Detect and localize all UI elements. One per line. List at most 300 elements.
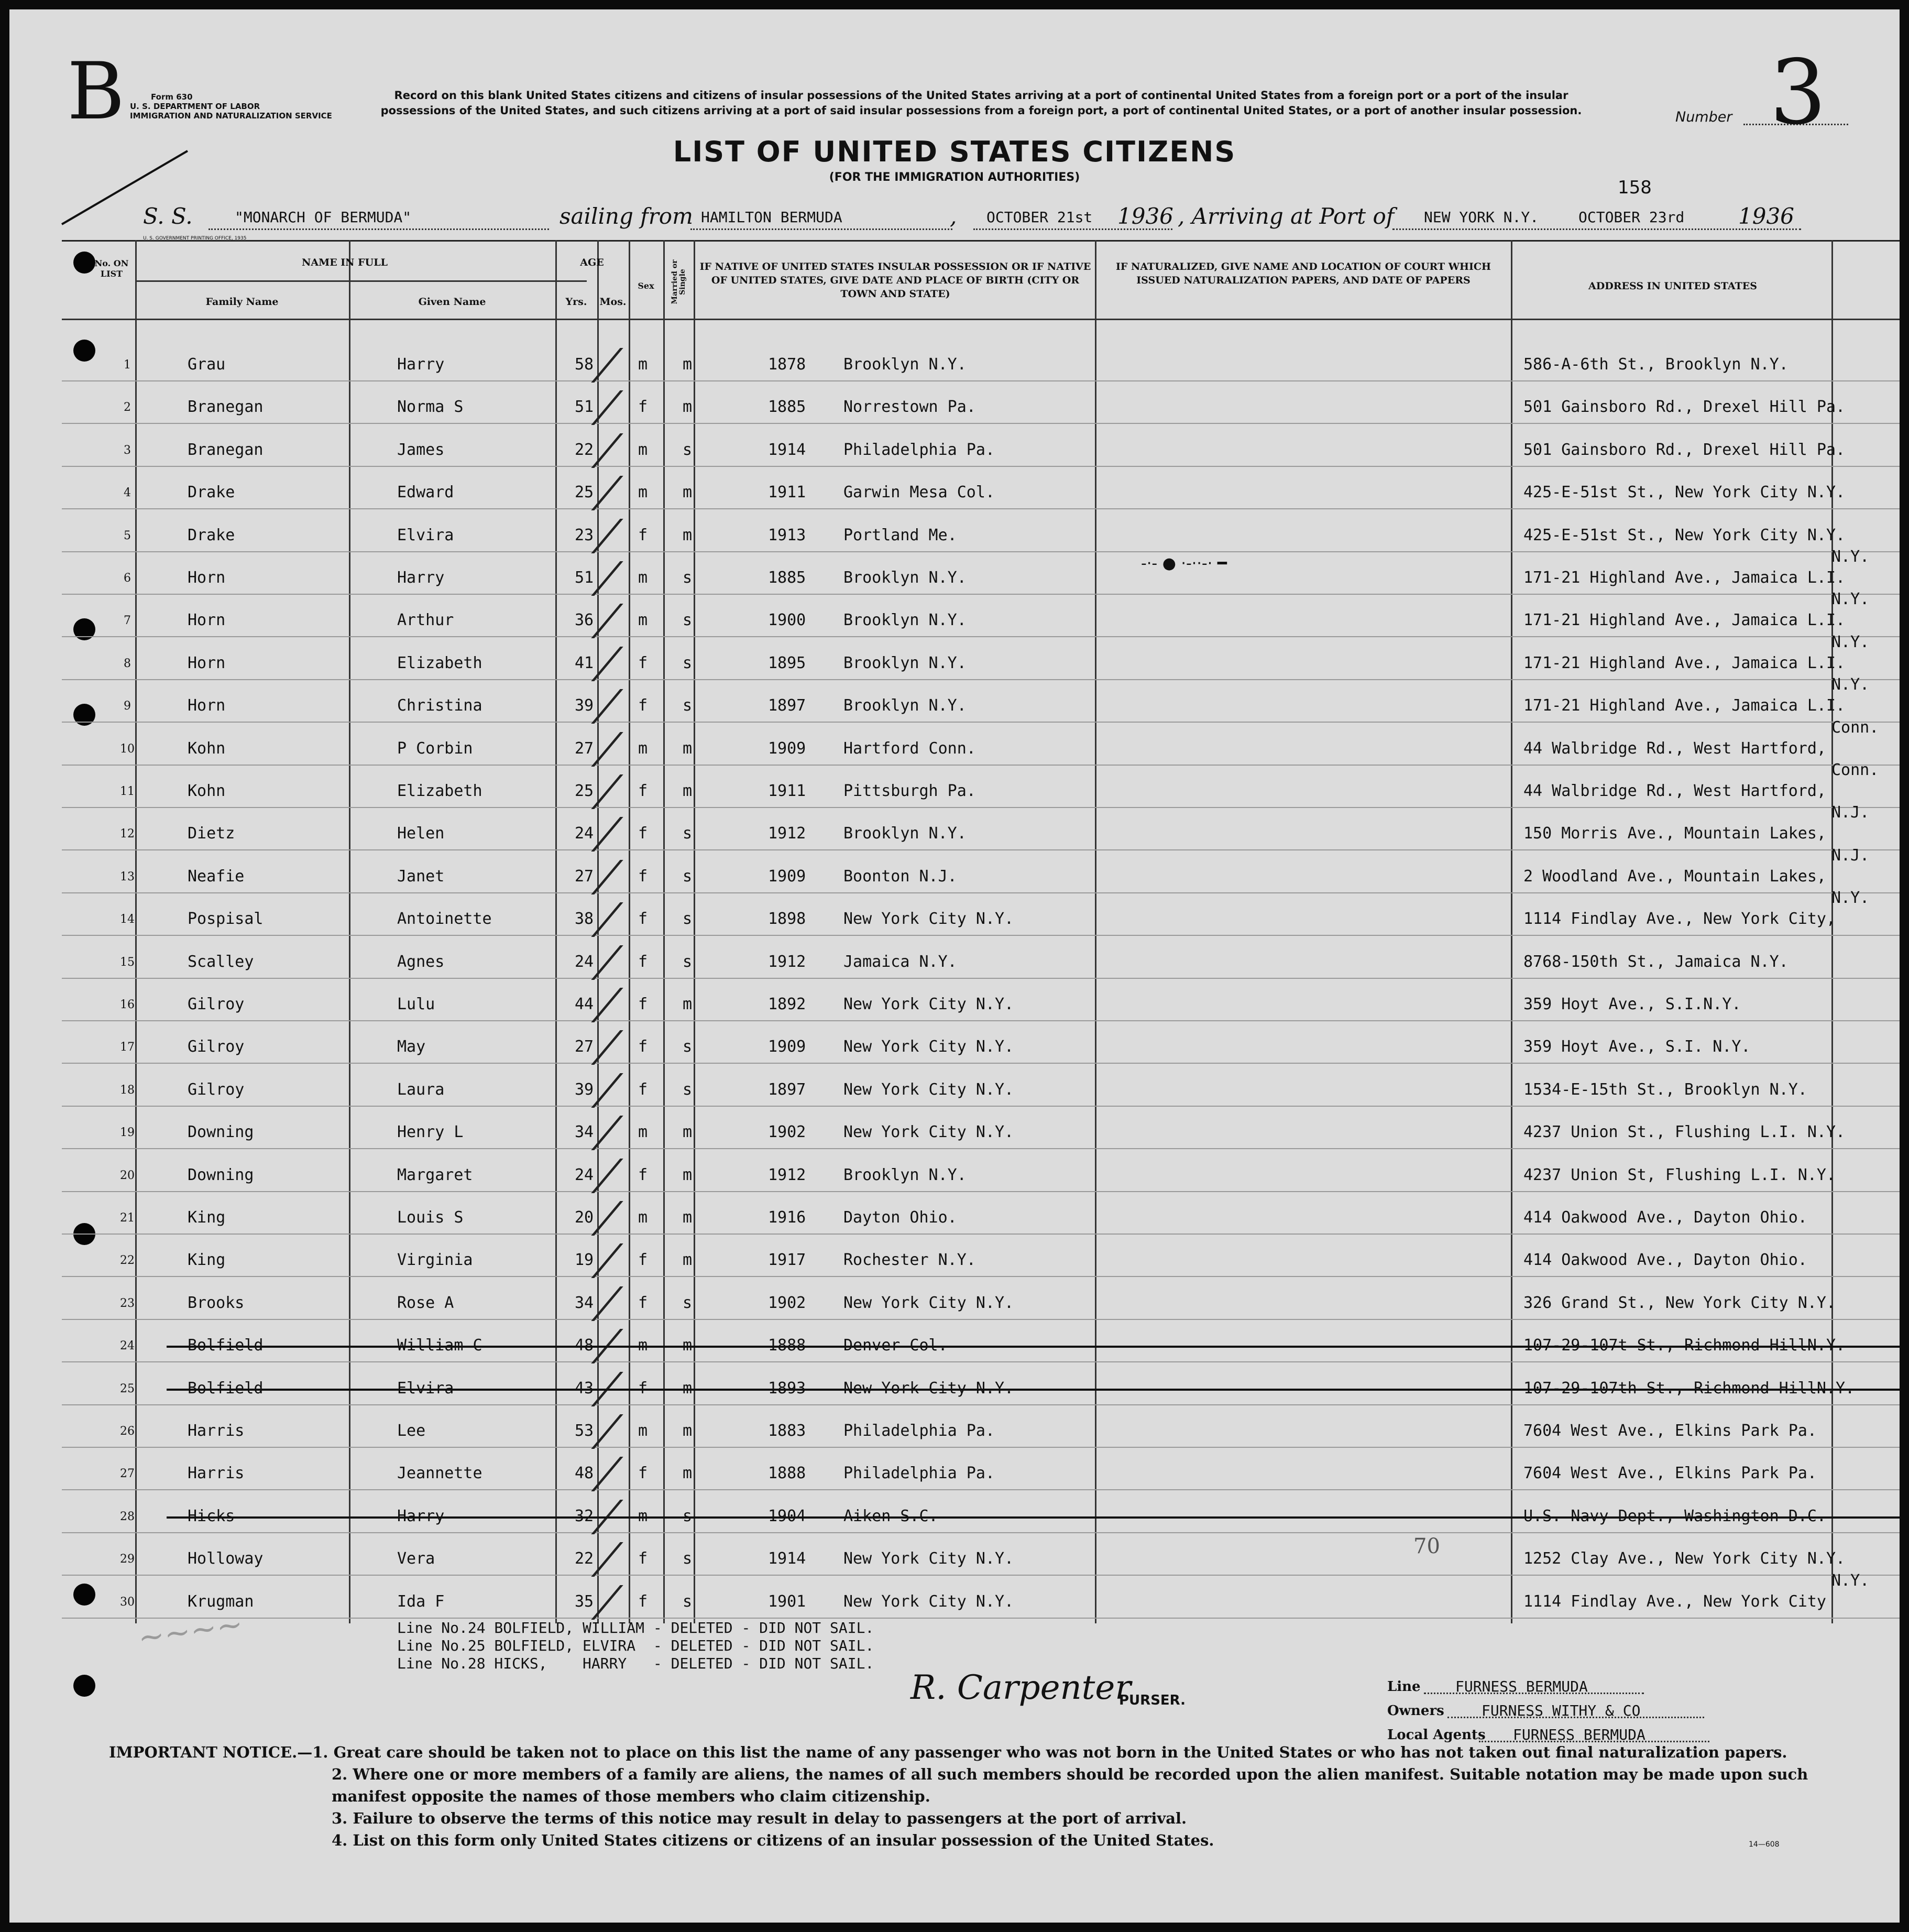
cell-sex: m [638, 611, 648, 630]
header-name-in-full: NAME IN FULL [302, 257, 388, 268]
table-row [9, 1294, 1900, 1336]
deletion-line: Line No.24 BOLFIELD, WILLIAM - DELETED - DID NOT SAIL. [397, 1619, 874, 1636]
table-row [9, 526, 1900, 568]
smudge-mark: -·- ● ·-··-· ━ [1141, 554, 1227, 573]
notice-text: 1. Great care should be taken not to place on this list the name of any passenger who was not born in the United States or who has not taken out final naturalization papers. [312, 1743, 1787, 1761]
arrival-date: OCTOBER 23rd [1578, 209, 1685, 226]
cell-year: 1914 [768, 440, 806, 459]
number-label: Number [1675, 109, 1732, 125]
cell-year: 1888 [768, 1464, 806, 1483]
row-rule [62, 1106, 1900, 1107]
table-row [9, 1549, 1900, 1591]
cell-mar: m [683, 398, 693, 417]
cell-family: Downing [188, 1165, 254, 1184]
row-rule [62, 1063, 1900, 1064]
cell-place: Brooklyn N.Y. [843, 696, 967, 715]
arriving-label: , Arriving at Port of [1178, 203, 1395, 229]
cell-yrs: 22 [574, 440, 594, 459]
cell-place: Boonton N.J. [843, 867, 957, 886]
cell-addr: 150 Morris Ave., Mountain Lakes, [1523, 824, 1826, 843]
cell-yrs: 53 [574, 1422, 594, 1440]
cell-addr: 171-21 Highland Ave., Jamaica L.I. [1523, 569, 1846, 587]
cell-mar: m [683, 526, 693, 544]
notice-item: 4. List on this form only United States citizens or citizens of an insular possession of the United States. [332, 1831, 1214, 1849]
cell-year: 1909 [768, 739, 806, 758]
cell-addr: 171-21 Highland Ave., Jamaica L.I. [1523, 611, 1846, 630]
cell-sex: f [638, 1251, 648, 1270]
cell-addr: 171-21 Highland Ave., Jamaica L.I. [1523, 653, 1846, 672]
row-rule [62, 1361, 1900, 1362]
cell-family: Neafie [188, 867, 245, 886]
cell-year: 1898 [768, 910, 806, 929]
row-rule [62, 807, 1900, 808]
row-rule [62, 1575, 1900, 1576]
cell-addr: 44 Walbridge Rd., West Hartford, [1523, 739, 1826, 758]
header-naturalized: IF NATURALIZED, GIVE NAME AND LOCATION OF COURT WHICH ISSUED NATURALIZATION PAPERS, AND DATE OF PAPERS [1116, 261, 1491, 286]
cell-mar: s [683, 440, 693, 459]
cell-mar: m [683, 1165, 693, 1184]
cell-yrs: 43 [574, 1379, 594, 1398]
cell-year: 1917 [768, 1251, 806, 1270]
cell-sex: m [638, 569, 648, 587]
table-row [9, 1208, 1900, 1250]
cell-mar: s [683, 824, 693, 843]
agents-value: FURNESS BERMUDA [1513, 1726, 1645, 1743]
table-row [9, 718, 1900, 781]
cell-addr2: N.Y. [1831, 675, 1870, 694]
cell-addr: 586-A-6th St., Brooklyn N.Y. [1523, 355, 1789, 374]
cell-addr: 359 Hoyt Ave., S.I. N.Y. [1523, 1038, 1751, 1056]
cell-no: 21 [120, 1211, 135, 1225]
cell-no: 13 [120, 870, 135, 883]
cell-mar: m [683, 355, 693, 374]
header-birth: IF NATIVE OF UNITED STATES INSULAR POSSESSION OR IF NATIVE OF UNITED STATES, GIVE DATE AND PLACE OF BIRTH (CITY OR TOWN AND STATE) [699, 261, 1091, 300]
cell-year: 1912 [768, 1165, 806, 1184]
owners-value: FURNESS WITHY & CO [1482, 1702, 1641, 1719]
cell-family: Dietz [188, 824, 235, 843]
cell-place: New York City N.Y. [843, 1549, 1014, 1568]
form-number: Form 630 [151, 92, 193, 102]
cell-yrs: 27 [574, 739, 594, 758]
owners-label: Owners [1387, 1703, 1444, 1719]
cell-addr: 1114 Findlay Ave., New York City [1523, 1592, 1826, 1611]
cell-year: 1916 [768, 1208, 806, 1227]
notice-item: 3. Failure to observe the terms of this notice may result in delay to passengers at the port of arrival. [332, 1809, 1187, 1827]
cell-no: 5 [124, 529, 131, 542]
depart-year: 1936 [1117, 203, 1173, 229]
ship-name: "MONARCH OF BERMUDA" [235, 209, 412, 226]
cell-given: Arthur [397, 611, 454, 630]
cell-sex: m [638, 1422, 648, 1440]
cell-place: Garwin Mesa Col. [843, 483, 995, 502]
cell-sex: f [638, 995, 648, 1013]
cell-sex: m [638, 739, 648, 758]
cell-mar: m [683, 1379, 693, 1398]
cell-no: 11 [120, 785, 135, 798]
cell-yrs: 38 [574, 910, 594, 929]
notice-item [109, 1741, 1848, 1763]
cell-family: Gilroy [188, 995, 245, 1013]
cell-mar: m [683, 995, 693, 1013]
cell-family: Downing [188, 1123, 254, 1142]
cell-year: 1911 [768, 782, 806, 800]
cell-addr2: N.Y. [1831, 632, 1870, 651]
row-rule [62, 1319, 1900, 1320]
table-row [9, 1123, 1900, 1165]
cell-year: 1902 [768, 1293, 806, 1312]
cell-given: Harry [397, 355, 445, 374]
row-rule [62, 679, 1900, 680]
cell-given: Edward [397, 483, 454, 502]
cell-sex: m [638, 440, 648, 459]
cell-addr: 425-E-51st St., New York City N.Y. [1523, 526, 1846, 544]
cell-addr: 4237 Union St., Flushing L.I. N.Y. [1523, 1123, 1846, 1142]
cell-given: Harry [397, 1507, 445, 1525]
row-rule [62, 722, 1900, 723]
cell-mar: m [683, 1464, 693, 1483]
table-row [9, 1336, 1900, 1378]
cell-year: 1895 [768, 653, 806, 672]
cell-mar: m [683, 782, 693, 800]
cell-year: 1912 [768, 824, 806, 843]
cell-addr: 2 Woodland Ave., Mountain Lakes, [1523, 867, 1826, 886]
cell-no: 12 [120, 827, 135, 841]
cell-family: Gilroy [188, 1080, 245, 1099]
page-title: LIST OF UNITED STATES CITIZENS [673, 135, 1236, 168]
form-dept: U. S. DEPARTMENT OF LABOR [130, 102, 260, 111]
table-row [9, 355, 1900, 397]
header-mos: Mos. [599, 296, 627, 308]
cell-yrs: 25 [574, 483, 594, 502]
cell-addr2: Conn. [1831, 718, 1879, 737]
table-row [9, 632, 1900, 696]
cell-given: Laura [397, 1080, 445, 1099]
table-row [9, 803, 1900, 866]
cell-yrs: 20 [574, 1208, 594, 1227]
cell-mar: m [683, 1251, 693, 1270]
ss-label: S. S. [143, 203, 193, 229]
cell-yrs: 19 [574, 1251, 594, 1270]
cell-sex: f [638, 1379, 648, 1398]
cell-year: 1913 [768, 526, 806, 544]
cell-addr: 171-21 Highland Ave., Jamaica L.I. [1523, 696, 1846, 715]
cell-place: New York City N.Y. [843, 1592, 1014, 1611]
cell-family: Horn [188, 696, 226, 715]
cell-sex: f [638, 653, 648, 672]
cell-family: Harris [188, 1464, 245, 1483]
cell-addr: 8768-150th St., Jamaica N.Y. [1523, 952, 1789, 971]
cell-place: Philadelphia Pa. [843, 440, 995, 459]
table-row [9, 483, 1900, 525]
row-rule [62, 1020, 1900, 1021]
row-rule [62, 1618, 1900, 1619]
cell-family: Horn [188, 611, 226, 630]
cell-place: Philadelphia Pa. [843, 1422, 995, 1440]
cell-family: Krugman [188, 1592, 254, 1611]
strike-through [167, 1516, 1900, 1519]
cell-mar: s [683, 1592, 693, 1611]
cell-place: Brooklyn N.Y. [843, 355, 967, 374]
header-no: No. ON LIST [94, 258, 129, 279]
cell-place: New York City N.Y. [843, 1038, 1014, 1056]
cell-family: Horn [188, 653, 226, 672]
row-rule [62, 466, 1900, 467]
cell-given: May [397, 1038, 426, 1056]
agents-label: Local Agents [1387, 1727, 1486, 1743]
cell-addr: 7604 West Ave., Elkins Park Pa. [1523, 1464, 1817, 1483]
cell-year: 1885 [768, 398, 806, 417]
cell-family: Pospisal [188, 910, 264, 929]
cell-place: Brooklyn N.Y. [843, 611, 967, 630]
cell-addr: 44 Walbridge Rd., West Hartford, [1523, 782, 1826, 800]
cell-yrs: 23 [574, 526, 594, 544]
cell-addr: U.S. Navy Dept., Washington D.C. [1523, 1507, 1826, 1525]
margin-number: 70 [1413, 1534, 1440, 1558]
table-row [9, 953, 1900, 995]
cell-no: 22 [120, 1254, 135, 1268]
cell-family: Bolfield [188, 1379, 264, 1398]
row-rule [62, 551, 1900, 552]
cell-mar: s [683, 1293, 693, 1312]
cell-no: 9 [124, 700, 131, 713]
cell-mar: s [683, 952, 693, 971]
cell-given: P Corbin [397, 739, 473, 758]
form-code: 14—608 [1749, 1840, 1780, 1849]
cell-year: 1897 [768, 1080, 806, 1099]
cell-sex: m [638, 483, 648, 502]
cell-given: Rose A [397, 1293, 454, 1312]
page-number: 158 [1618, 177, 1652, 198]
table-row [9, 1379, 1900, 1421]
cell-no: 8 [124, 657, 131, 670]
page-subtitle: (FOR THE IMMIGRATION AUTHORITIES) [829, 171, 1080, 184]
cell-place: Portland Me. [843, 526, 957, 544]
cell-sex: f [638, 867, 648, 886]
cell-family: Horn [188, 569, 226, 587]
comma: , [950, 203, 957, 229]
header-age: AGE [580, 257, 604, 268]
cell-family: Bolfield [188, 1336, 264, 1355]
cell-no: 30 [120, 1595, 135, 1609]
printer-note: U. S. GOVERNMENT PRINTING OFFICE, 1935 [143, 236, 247, 241]
cell-year: 1904 [768, 1507, 806, 1525]
cell-no: 24 [120, 1339, 135, 1353]
cell-place: Norrestown Pa. [843, 398, 976, 417]
row-rule [62, 892, 1900, 893]
cell-yrs: 32 [574, 1507, 594, 1525]
header-address: ADDRESS IN UNITED STATES [1588, 280, 1757, 292]
row-rule [62, 849, 1900, 850]
table-row [9, 1080, 1900, 1122]
cell-family: Drake [188, 526, 235, 544]
table-row [9, 1251, 1900, 1293]
cell-yrs: 48 [574, 1464, 594, 1483]
cell-no: 7 [124, 614, 131, 628]
cell-mar: s [683, 1038, 693, 1056]
cell-sex: f [638, 1592, 648, 1611]
cell-no: 2 [124, 401, 131, 414]
cell-sex: f [638, 910, 648, 929]
cell-no: 10 [120, 742, 135, 756]
cell-place: Philadelphia Pa. [843, 1464, 995, 1483]
dotline [690, 228, 952, 230]
cell-year: 1902 [768, 1123, 806, 1142]
cell-addr: 1534-E-15th St., Brooklyn N.Y. [1523, 1080, 1807, 1099]
cell-given: Elizabeth [397, 653, 482, 672]
cell-no: 28 [120, 1510, 135, 1523]
row-rule [62, 1234, 1900, 1235]
cell-place: New York City N.Y. [843, 910, 1014, 929]
cell-addr2: N.J. [1831, 803, 1870, 822]
cell-yrs: 51 [574, 569, 594, 587]
cell-mar: s [683, 1507, 693, 1525]
cell-sex: f [638, 952, 648, 971]
cell-yrs: 24 [574, 824, 594, 843]
arrival-port: NEW YORK N.Y. [1424, 209, 1539, 226]
cell-addr: 4237 Union St, Flushing L.I. N.Y. [1523, 1165, 1836, 1184]
deletion-line: Line No.25 BOLFIELD, ELVIRA - DELETED - DID NOT SAIL. [397, 1637, 874, 1654]
cell-given: Janet [397, 867, 445, 886]
cell-addr2: N.Y. [1831, 548, 1870, 566]
important-notice [109, 1741, 1848, 1851]
cell-given: James [397, 440, 445, 459]
cell-mar: s [683, 696, 693, 715]
cell-mar: s [683, 653, 693, 672]
table-row [9, 398, 1900, 440]
table-row [9, 1166, 1900, 1208]
row-rule [62, 1404, 1900, 1405]
cell-yrs: 41 [574, 653, 594, 672]
header-married: Married or Single [671, 259, 687, 304]
sailing-label: sailing from [559, 203, 693, 229]
cell-sex: f [638, 1165, 648, 1184]
cell-mar: s [683, 569, 693, 587]
cell-given: Lee [397, 1422, 426, 1440]
corner-mark: B [67, 46, 125, 137]
table-row [9, 1571, 1900, 1634]
cell-yrs: 35 [574, 1592, 594, 1611]
cell-place: Brooklyn N.Y. [843, 569, 967, 587]
cell-mar: s [683, 611, 693, 630]
cell-no: 4 [124, 486, 131, 500]
cell-place: Denver Col. [843, 1336, 948, 1355]
cell-yrs: 24 [574, 1165, 594, 1184]
cell-place: Jamaica N.Y. [843, 952, 957, 971]
table-row [9, 1038, 1900, 1079]
cell-addr: 501 Gainsboro Rd., Drexel Hill Pa. [1523, 440, 1846, 459]
cell-family: Kohn [188, 739, 226, 758]
cell-no: 29 [120, 1553, 135, 1566]
cell-given: Harry [397, 569, 445, 587]
number-value: 3 [1770, 41, 1827, 145]
header-rule [135, 280, 587, 282]
cell-place: Hartford Conn. [843, 739, 976, 758]
cell-place: New York City N.Y. [843, 1080, 1014, 1099]
from-port: HAMILTON BERMUDA [701, 209, 842, 226]
cell-family: Kohn [188, 782, 226, 800]
cell-year: 1885 [768, 569, 806, 587]
cell-given: Antoinette [397, 910, 492, 929]
table-row [9, 675, 1900, 738]
cell-given: Ida F [397, 1592, 445, 1611]
cell-addr: 7604 West Ave., Elkins Park Pa. [1523, 1422, 1817, 1440]
cell-given: Jeannette [397, 1464, 482, 1483]
row-rule [62, 935, 1900, 936]
cell-sex: m [638, 355, 648, 374]
cell-sex: m [638, 1123, 648, 1142]
cell-addr: 107-29-107th St., Richmond HillN.Y. [1523, 1379, 1855, 1398]
cell-addr: 1114 Findlay Ave., New York City, [1523, 910, 1836, 929]
cell-year: 1897 [768, 696, 806, 715]
cell-no: 25 [120, 1382, 135, 1395]
cell-sex: f [638, 1293, 648, 1312]
cell-family: Harris [188, 1422, 245, 1440]
table-row [9, 889, 1900, 952]
purser-label: PURSER. [1119, 1693, 1186, 1708]
cell-year: 1883 [768, 1422, 806, 1440]
table-row [9, 1422, 1900, 1464]
table-row [9, 1507, 1900, 1549]
cell-no: 17 [120, 1041, 135, 1054]
cell-mar: m [683, 739, 693, 758]
cell-given: Elvira [397, 526, 454, 544]
table-row [9, 761, 1900, 824]
cell-addr: 414 Oakwood Ave., Dayton Ohio. [1523, 1251, 1807, 1270]
table-row [9, 846, 1900, 909]
cell-given: William C [397, 1336, 482, 1355]
notice-heading: IMPORTANT NOTICE.— [109, 1743, 313, 1761]
row-rule [62, 765, 1900, 766]
strike-through [167, 1389, 1900, 1391]
punch-hole [73, 1675, 95, 1697]
table-row [9, 590, 1900, 653]
cell-sex: m [638, 1208, 648, 1227]
cell-place: Rochester N.Y. [843, 1251, 976, 1270]
cell-no: 26 [120, 1425, 135, 1438]
cell-no: 6 [124, 572, 131, 585]
cell-yrs: 51 [574, 398, 594, 417]
table-row [9, 995, 1900, 1037]
strike-through [167, 1346, 1900, 1348]
cell-no: 27 [120, 1467, 135, 1481]
cell-addr2: N.Y. [1831, 590, 1870, 609]
cell-yrs: 39 [574, 1080, 594, 1099]
cell-place: Brooklyn N.Y. [843, 653, 967, 672]
cell-sex: f [638, 1080, 648, 1099]
cell-no: 1 [124, 358, 131, 372]
cell-family: Holloway [188, 1549, 264, 1568]
cell-addr2: N.Y. [1831, 1571, 1870, 1590]
row-rule [62, 1489, 1900, 1490]
cell-given: Vera [397, 1549, 435, 1568]
cell-addr: 501 Gainsboro Rd., Drexel Hill Pa. [1523, 398, 1846, 417]
cell-addr: 326 Grand St., New York City N.Y. [1523, 1293, 1836, 1312]
cell-sex: f [638, 1549, 648, 1568]
notice-item: 2. Where one or more members of a family are aliens, the names of all such members should be recorded upon the alien manifest. Suitable notation may be made upon such manifest opposite the names of those members who claim citizenship. [332, 1765, 1808, 1805]
cell-family: Hicks [188, 1507, 235, 1525]
row-rule [62, 508, 1900, 509]
inspector-stamp: ~~~~ [136, 1606, 245, 1657]
cell-sex: f [638, 696, 648, 715]
header-given: Given Name [418, 296, 486, 308]
cell-family: King [188, 1208, 226, 1227]
cell-family: Drake [188, 483, 235, 502]
cell-family: King [188, 1251, 226, 1270]
cell-place: Brooklyn N.Y. [843, 1165, 967, 1184]
cell-no: 20 [120, 1169, 135, 1182]
cell-year: 1893 [768, 1379, 806, 1398]
cell-place: Pittsburgh Pa. [843, 782, 976, 800]
